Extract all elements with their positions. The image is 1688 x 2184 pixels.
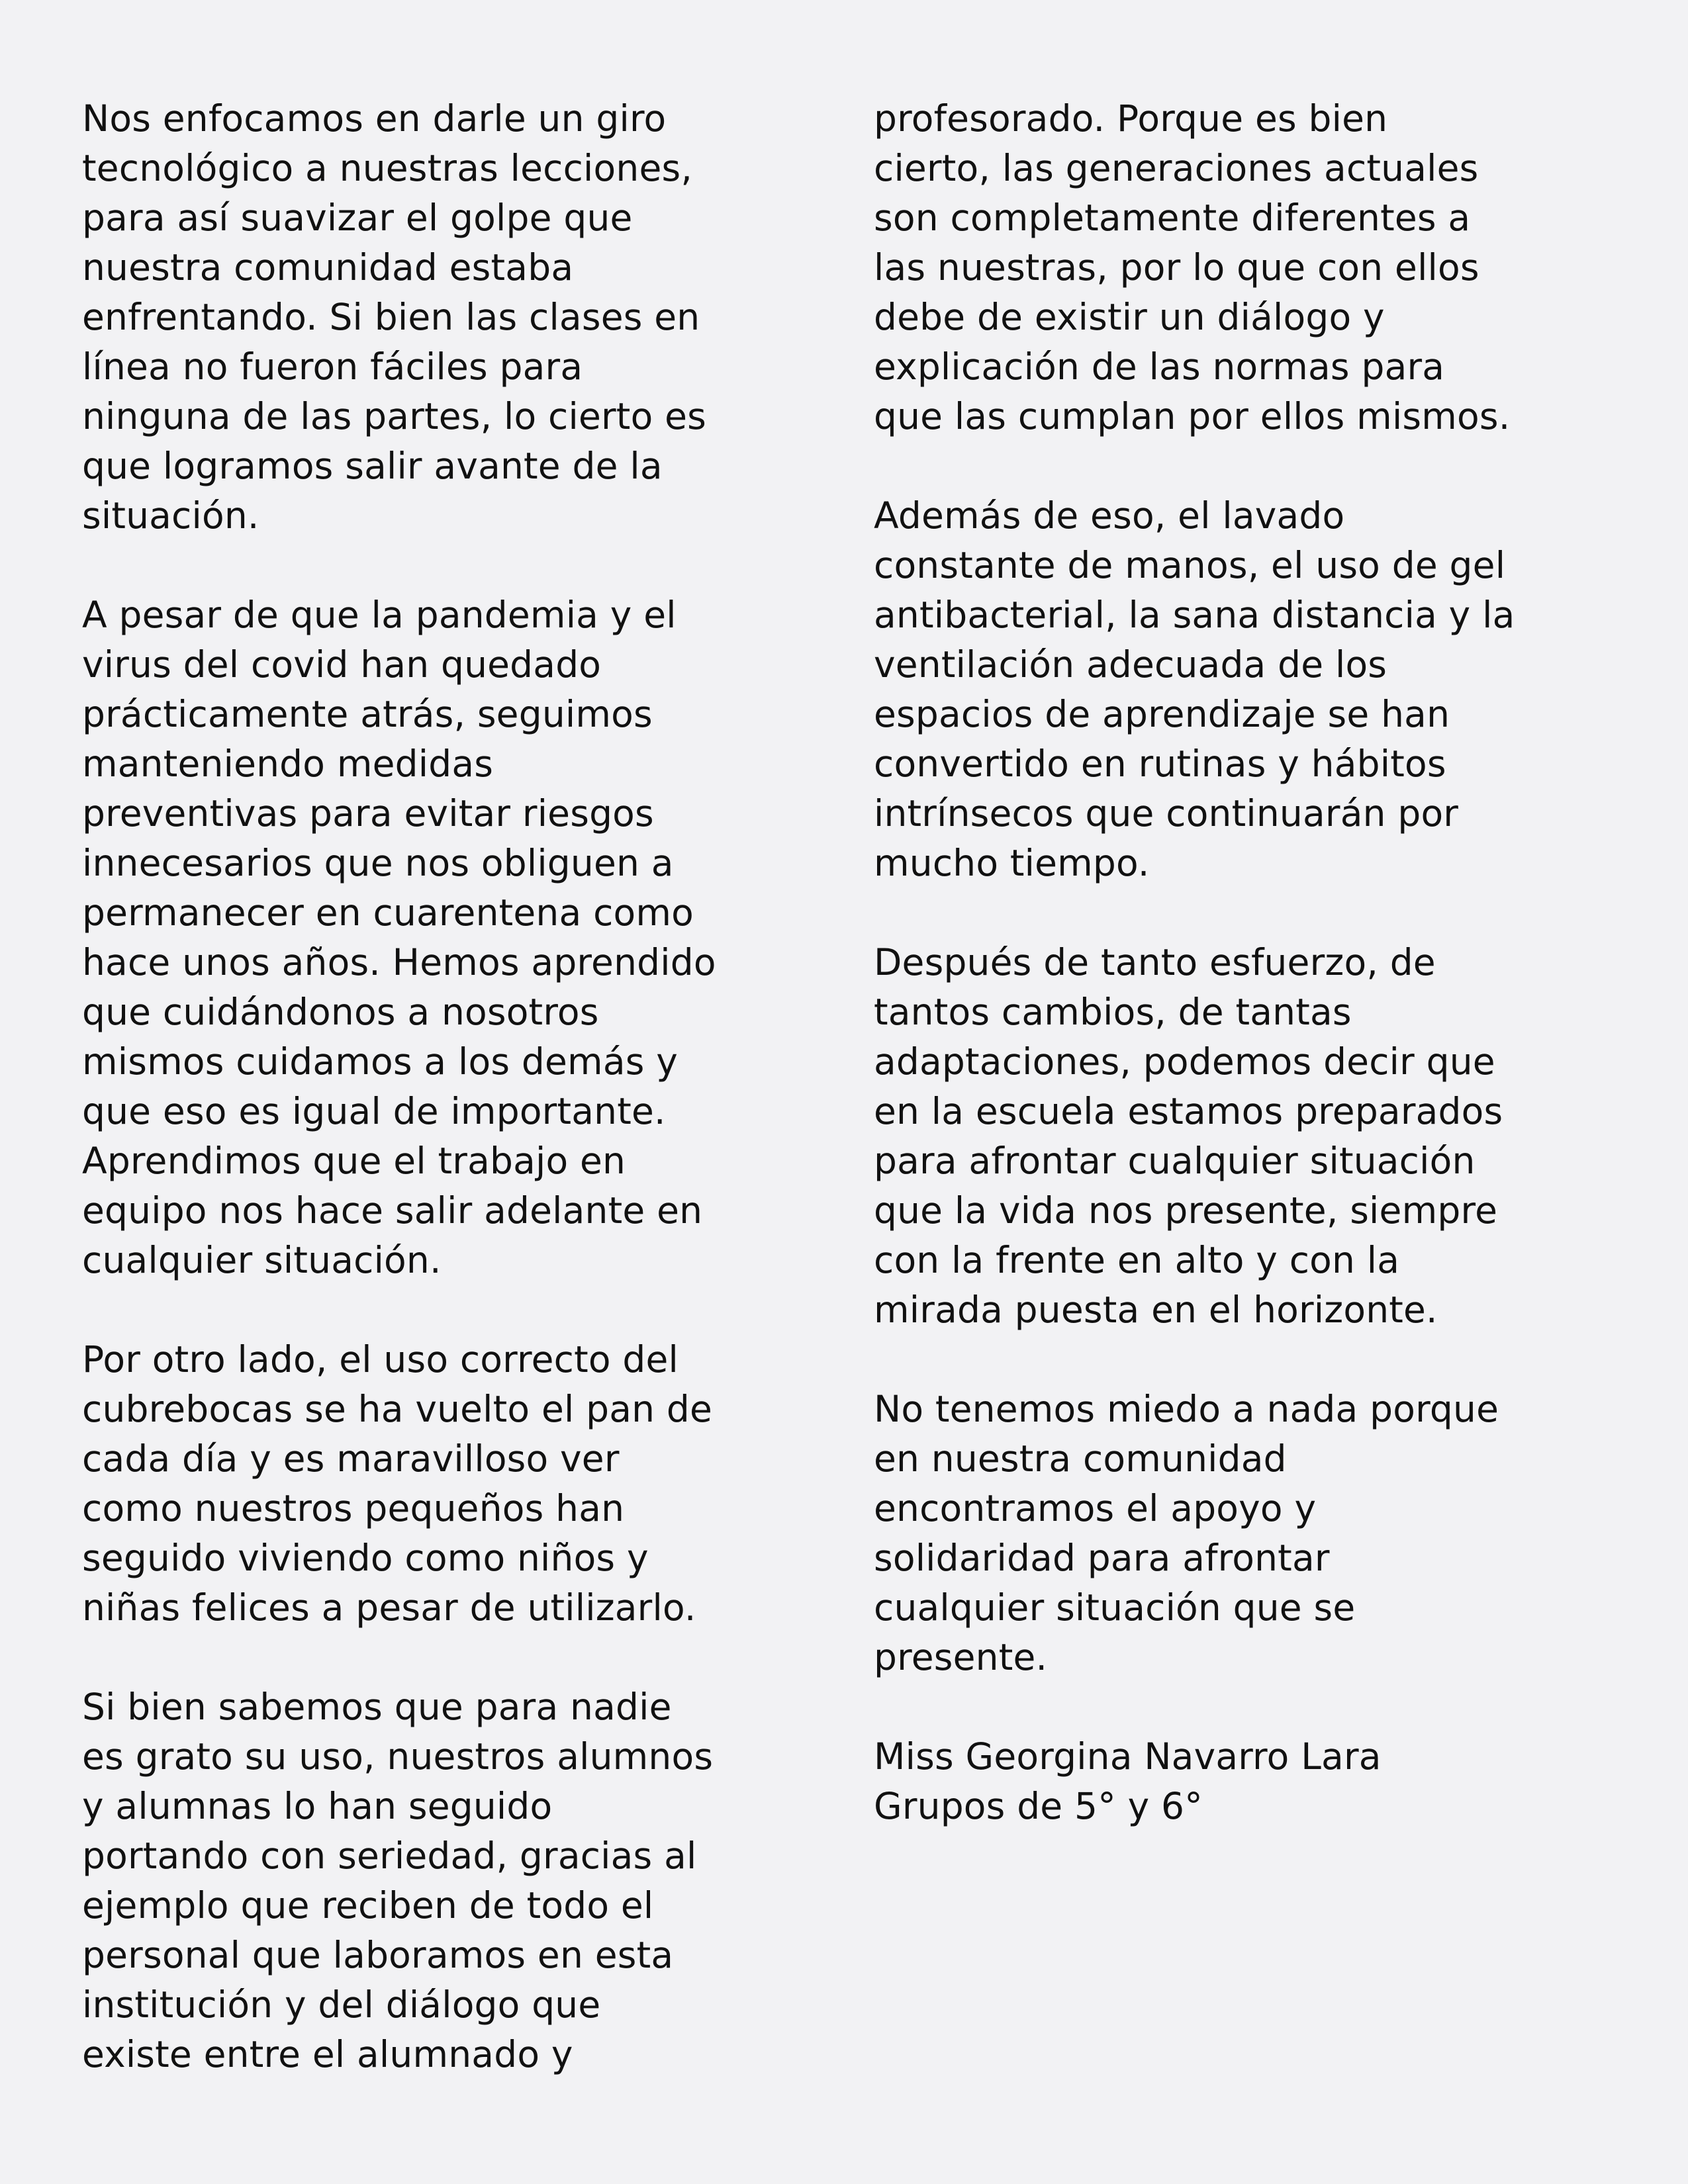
text-line: mismos cuidamos a los demás y bbox=[82, 1040, 679, 1083]
text-line: Aprendimos que el trabajo en bbox=[82, 1140, 626, 1182]
text-line: cada día y es maravilloso ver bbox=[82, 1437, 620, 1480]
paragraph-face-masks bbox=[82, 1335, 837, 1633]
text-line: convertido en rutinas y hábitos bbox=[874, 743, 1446, 785]
text-line: línea no fueron fáciles para bbox=[82, 345, 583, 388]
paragraph-gap bbox=[874, 1335, 1628, 1385]
text-line: Por otro lado, el uso correcto del bbox=[82, 1338, 679, 1381]
text-line: equipo nos hace salir adelante en bbox=[82, 1189, 703, 1232]
text-line: innecesarios que nos obliguen a bbox=[82, 842, 674, 884]
text-line: adaptaciones, podemos decir que bbox=[874, 1040, 1495, 1083]
text-line: preventivas para evitar riesgos bbox=[82, 792, 654, 835]
text-line: mirada puesta en el horizonte. bbox=[874, 1289, 1438, 1331]
text-line: tantos cambios, de tantas bbox=[874, 991, 1352, 1033]
text-line: No tenemos miedo a nada porque bbox=[874, 1388, 1499, 1430]
text-line: es grato su uso, nuestros alumnos bbox=[82, 1735, 714, 1778]
paragraph-gap bbox=[874, 441, 1628, 491]
text-line: en nuestra comunidad bbox=[874, 1437, 1287, 1480]
text-line: espacios de aprendizaje se han bbox=[874, 693, 1450, 735]
paragraph-gap bbox=[82, 541, 837, 590]
text-line: presente. bbox=[874, 1636, 1048, 1678]
paragraph-virtual-classes bbox=[82, 94, 837, 541]
right-column bbox=[874, 94, 1628, 1831]
text-line: ninguna de las partes, lo cierto es bbox=[82, 395, 706, 437]
text-line: mucho tiempo. bbox=[874, 842, 1150, 884]
text-line: que eso es igual de importante. bbox=[82, 1090, 666, 1132]
text-line: personal que laboramos en esta bbox=[82, 1934, 674, 1976]
text-line: tecnológico a nuestras lecciones, bbox=[82, 147, 693, 189]
text-line: que las cumplan por ellos mismos. bbox=[874, 395, 1511, 437]
paragraph-preventive-measures bbox=[82, 590, 837, 1285]
text-line: encontramos el apoyo y bbox=[874, 1487, 1317, 1529]
text-line: nuestra comunidad estaba bbox=[82, 246, 574, 289]
paragraph-prepared bbox=[874, 938, 1628, 1335]
text-line: A pesar de que la pandemia y el bbox=[82, 594, 677, 636]
text-line: institución y del diálogo que bbox=[82, 1983, 601, 2026]
text-line: existe entre el alumnado y bbox=[82, 2033, 573, 2075]
text-line: permanecer en cuarentena como bbox=[82, 891, 694, 934]
text-line: virus del covid han quedado bbox=[82, 643, 602, 686]
text-line: que logramos salir avante de la bbox=[82, 445, 663, 487]
signature-groups: Grupos de 5° y 6° bbox=[874, 1785, 1203, 1827]
text-line: como nuestros pequeños han bbox=[82, 1487, 625, 1529]
paragraph-gap bbox=[874, 888, 1628, 938]
text-line: situación. bbox=[82, 494, 259, 537]
text-line: cualquier situación. bbox=[82, 1239, 442, 1281]
text-line: Además de eso, el lavado bbox=[874, 494, 1345, 537]
text-line: para afrontar cualquier situación bbox=[874, 1140, 1476, 1182]
paragraph-gap bbox=[82, 1285, 837, 1335]
text-line: niñas felices a pesar de utilizarlo. bbox=[82, 1586, 696, 1629]
text-line: y alumnas lo han seguido bbox=[82, 1785, 553, 1827]
text-line: Si bien sabemos que para nadie bbox=[82, 1686, 672, 1728]
text-line: portando con seriedad, gracias al bbox=[82, 1835, 697, 1877]
paragraph-gap bbox=[874, 1682, 1628, 1732]
text-line: Nos enfocamos en darle un giro bbox=[82, 97, 667, 140]
text-line: con la frente en alto y con la bbox=[874, 1239, 1400, 1281]
paragraph-generations bbox=[874, 94, 1628, 441]
text-line: cierto, las generaciones actuales bbox=[874, 147, 1479, 189]
text-line: manteniendo medidas bbox=[82, 743, 494, 785]
signature bbox=[874, 1732, 1628, 1831]
paragraph-gap bbox=[82, 1633, 837, 1682]
text-line: solidaridad para afrontar bbox=[874, 1537, 1330, 1579]
paragraph-no-fear bbox=[874, 1385, 1628, 1682]
paragraph-students-example bbox=[82, 1682, 837, 2079]
text-line: las nuestras, por lo que con ellos bbox=[874, 246, 1479, 289]
text-line: hace unos años. Hemos aprendido bbox=[82, 941, 716, 983]
text-line: enfrentando. Si bien las clases en bbox=[82, 296, 700, 338]
text-line: cualquier situación que se bbox=[874, 1586, 1356, 1629]
text-line: intrínsecos que continuarán por bbox=[874, 792, 1459, 835]
text-line: que cuidándonos a nosotros bbox=[82, 991, 599, 1033]
left-column bbox=[82, 94, 837, 2079]
text-line: prácticamente atrás, seguimos bbox=[82, 693, 653, 735]
text-line: profesorado. Porque es bien bbox=[874, 97, 1388, 140]
text-line: para así suavizar el golpe que bbox=[82, 197, 633, 239]
text-line: ejemplo que reciben de todo el bbox=[82, 1884, 654, 1927]
text-line: Después de tanto esfuerzo, de bbox=[874, 941, 1436, 983]
text-line: en la escuela estamos preparados bbox=[874, 1090, 1503, 1132]
text-line: ventilación adecuada de los bbox=[874, 643, 1387, 686]
signature-name: Miss Georgina Navarro Lara bbox=[874, 1735, 1382, 1778]
text-line: que la vida nos presente, siempre bbox=[874, 1189, 1498, 1232]
text-line: explicación de las normas para bbox=[874, 345, 1445, 388]
text-line: seguido viviendo como niños y bbox=[82, 1537, 649, 1579]
text-line: constante de manos, el uso de gel bbox=[874, 544, 1506, 586]
text-line: cubrebocas se ha vuelto el pan de bbox=[82, 1388, 713, 1430]
text-line: son completamente diferentes a bbox=[874, 197, 1471, 239]
text-line: antibacterial, la sana distancia y la bbox=[874, 594, 1515, 636]
text-line: debe de existir un diálogo y bbox=[874, 296, 1385, 338]
paragraph-hygiene-habits bbox=[874, 491, 1628, 888]
